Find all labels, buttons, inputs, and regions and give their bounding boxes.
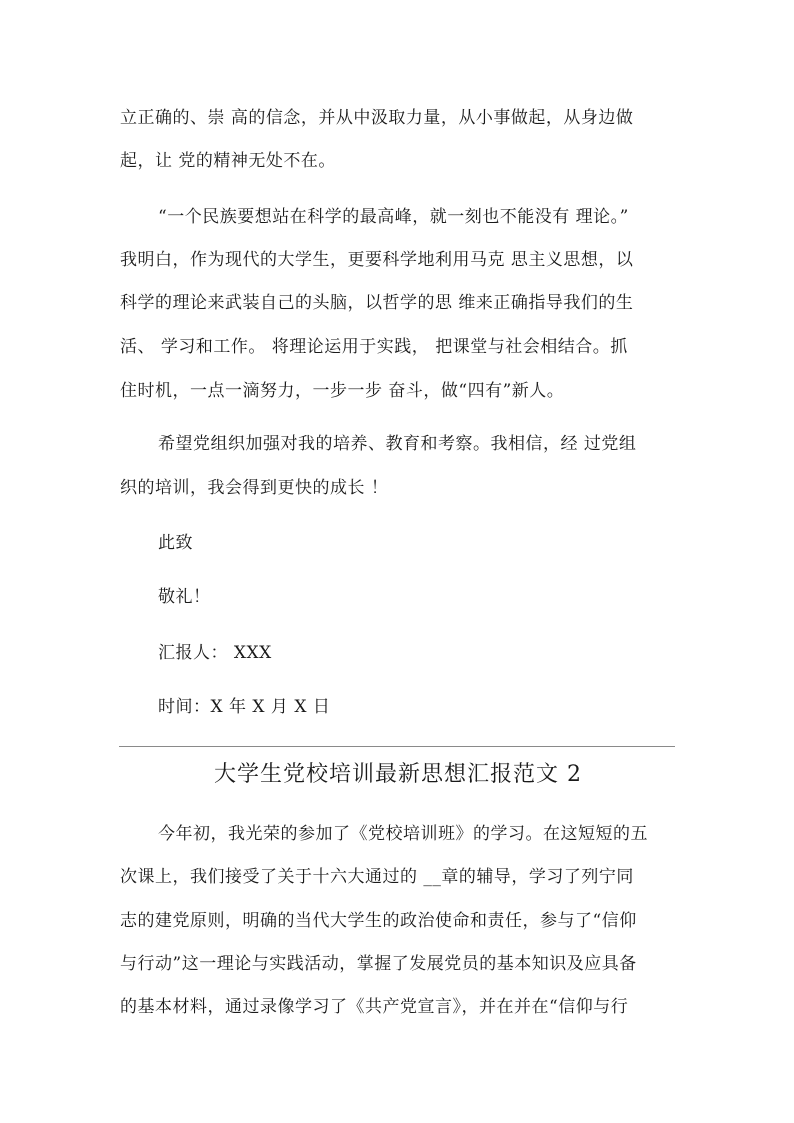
paragraph-line: 立正确的、崇 高的信念，并从中汲取力量，从小事做起，从身边做 — [120, 108, 634, 128]
paragraph-line: 活、 学习和工作。 将理论运用于实践， 把课堂与社会相结合。抓 — [120, 337, 628, 357]
paragraph-line: 的基本材料，通过录像学习了《共产党宣言》，并在并在“信仰与行 — [120, 997, 629, 1017]
closing-salutation: 此致 — [158, 533, 193, 553]
paragraph-line: 志的建党原则，明确的当代大学生的政治使命和责任，参与了“信仰 — [120, 911, 637, 931]
paragraph-line: 与行动”这一理论与实践活动，掌握了发展党员的基本知识及应具备 — [120, 954, 637, 974]
date-line: 时间：X 年 X 月 X 日 — [158, 697, 331, 717]
reporter-line: 汇报人： XXX — [158, 643, 272, 663]
paragraph-line: “一个民族要想站在科学的最高峰，就一刻也不能没有 理论。” — [158, 207, 629, 227]
paragraph-line: 起，让 党的精神无处不在。 — [120, 151, 336, 171]
paragraph-line: 今年初，我光荣的参加了《党校培训班》的学习。在这短短的五 — [158, 824, 648, 844]
paragraph-line: 我明白，作为现代的大学生，更要科学地利用马克 思主义思想，以 — [120, 250, 634, 270]
section-title: 大学生党校培训最新思想汇报范文 2 — [214, 762, 582, 787]
paragraph-line: 住时机，一点一滴努力，一步一步 奋斗，做“四有”新人。 — [120, 381, 565, 401]
paragraph-line: 次课上，我们接受了关于十六大通过的 __章的辅导，学习了列宁同 — [120, 867, 634, 887]
paragraph-line: 织的培训，我会得到更快的成长 ！ — [120, 478, 389, 498]
paragraph-line: 希望党组织加强对我的培养、教育和考察。我相信，经 过党组 — [158, 434, 637, 454]
closing-respect: 敬礼！ — [158, 587, 211, 607]
section-divider — [119, 746, 675, 747]
paragraph-line: 科学的理论来武装自己的头脑，以哲学的思 维来正确指导我们的生 — [120, 293, 634, 313]
